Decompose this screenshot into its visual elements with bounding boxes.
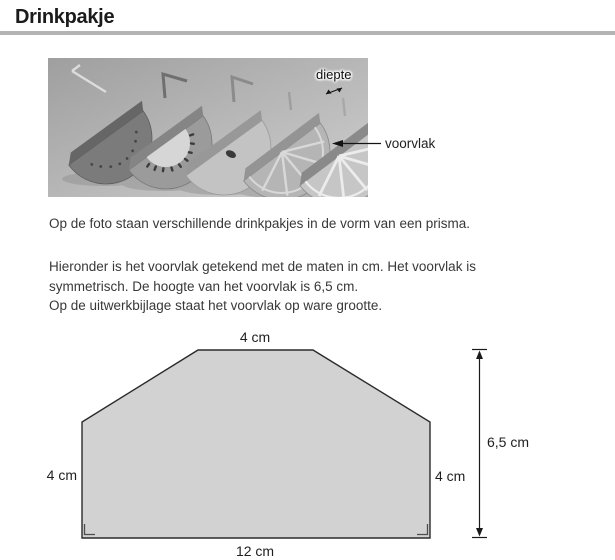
height-dimension-line — [472, 350, 487, 538]
dim-top-width: 4 cm — [239, 329, 271, 345]
intro-paragraph: Op de foto staan verschillende drinkpakjes in de vorm van een prisma. — [49, 216, 470, 231]
description-line-1: Hieronder is het voorvlak getekend met de maten in cm. Het voorvlak is — [49, 259, 476, 274]
front-face-shape — [82, 350, 430, 538]
voorvlak-arrow — [331, 138, 383, 149]
diepte-label: diepte — [316, 67, 352, 82]
description-paragraph — [49, 257, 589, 316]
description-line-3: Op de uitwerkbijlage staat het voorvlak op ware grootte. — [49, 298, 383, 314]
dim-height: 6,5 cm — [487, 434, 530, 450]
dim-bottom-width: 12 cm — [235, 543, 275, 559]
voorvlak-label: voorvlak — [385, 136, 436, 151]
page-title: Drinkpakje — [15, 6, 115, 28]
description-line-2: symmetrisch. De hoogte van het voorvlak is 6,5 cm. — [49, 278, 359, 294]
voorvlak-diagram — [0, 320, 615, 560]
dim-left-side: 4 cm — [46, 467, 77, 483]
title-divider — [0, 31, 615, 35]
dim-right-side: 4 cm — [435, 468, 466, 484]
drink-cartons-photo — [48, 58, 368, 197]
